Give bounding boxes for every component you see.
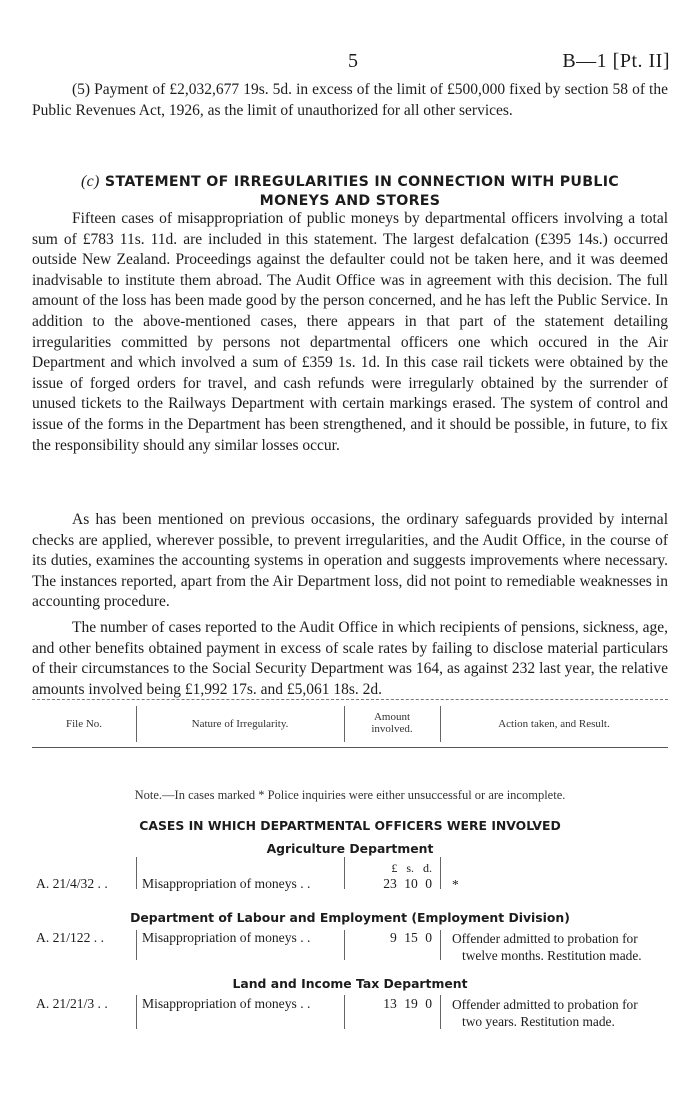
col-action-header: Action taken, and Result. [498,718,610,730]
table-header [32,706,668,744]
paragraph-5: (5) Payment of £2,032,677 19s. 5d. in excess of the limit of £500,000 fixed by section 58 of the Public Revenues Act, 1926, as the limit of unauthorized for all other services. [32,81,668,119]
action-line-2: two years. Restitution made. [462,1014,615,1029]
col-amount-header-2: involved. [371,723,413,735]
file-number: A. 21/122 . . [36,930,104,945]
action-taken [452,996,668,1030]
table-header-rule [32,747,668,748]
action-line-1: Offender admitted to probation for [452,997,638,1012]
col-nature-header: Nature of Irregularity. [191,718,289,730]
paragraph-safeguards: As has been mentioned on previous occasions, the ordinary safeguards provided by internal checks are applied, wherever possible, to prevent irregularities, and the Audit Office, in the course of its duties, examines the accounting systems in operation and suggests improvements where necessary. The instances reported, apart from the Air Department loss, did not point to remediable weaknesses in accounting procedure. [32,511,668,611]
column-divider [136,930,137,960]
paragraph-misappropriation: Fifteen cases of misappropriation of public moneys by departmental officers involving a total sum of £783 11s. 11d. are included in this statement. The largest defalcation (£395 14s.) occurred outside New Zealand. Proceedings against the defaulter could not be taken here, and it was deemed inadvisable to institute them abroad. The Audit Office was in agreement with this decision. The full amount of the loss has been made good by the person concerned, and he has left the Public Service. In addition to the above-mentioned cases, there appears in that part of the statement detailing irregularities committed by persons not departmental officers one which occured in the Air Department and which involved a sum of £359 1s. 1d. In this case rail tickets were obtained by the issue of forged orders for travel, and cash refunds were irregularly obtained by the surrender of unused tickets to the Railways Department with certain markings erased. The system of control and issue of the forms in the Department has been strengthened, and it should be possible, in future, to fix the responsibility should any similar losses occur. [32,210,668,454]
section-c-title-line2: MONEYS AND STORES [259,193,441,209]
file-number: A. 21/21/3 . . [36,996,108,1011]
document-reference: B—1 [Pt. II] [562,50,670,72]
irregularity-nature: Misappropriation of moneys . . [142,876,311,891]
file-number: A. 21/4/32 . . [36,876,108,891]
column-divider [440,857,441,889]
amount-involved: 9 15 0 [390,930,432,945]
column-divider [440,930,441,960]
action-line-2: twelve months. Restitution made. [462,948,642,963]
section-c-tag: (c) [81,173,100,190]
column-divider [136,857,137,889]
page-header [0,50,700,76]
table-top-rule [32,699,668,700]
column-divider [136,995,137,1029]
irregularity-nature: Misappropriation of moneys . . [142,930,311,945]
amount-involved: 13 19 0 [383,996,432,1011]
paragraph-benefits: The number of cases reported to the Audit Office in which recipients of pensions, sickness, age, and other benefits obtained payment in excess of scale rates by failing to disclose material particulars of their circumstances to the Social Security Department was 164, as against 232 last year, the relative amounts involved being £1,992 17s. and £5,061 18s. 2d. [32,619,668,698]
column-divider [440,995,441,1029]
action-taken [452,930,668,964]
column-divider [344,930,345,960]
dept-labour-heading: Department of Labour and Employment (Employment Division) [130,910,570,925]
irregularity-nature: Misappropriation of moneys . . [142,996,311,1011]
col-file-header: File No. [65,718,103,730]
cases-heading: CASES IN WHICH DEPARTMENTAL OFFICERS WERE INVOLVED [139,818,561,833]
dept-land-tax-heading: Land and Income Tax Department [232,976,468,991]
dept-agriculture-heading: Agriculture Department [266,841,434,856]
table-note: Note.—In cases marked * Police inquiries were either unsuccessful or are incomplete. [134,788,566,802]
currency-header: £ s. d. [391,861,432,875]
amount-involved: 23 10 0 [383,876,432,891]
action-line-1: * [452,877,459,892]
page-number: 5 [348,50,358,72]
section-c-heading [32,172,668,211]
column-divider [344,857,345,889]
action-line-1: Offender admitted to probation for [452,931,638,946]
action-taken [452,876,668,893]
column-divider [344,995,345,1029]
col-amount-header-1: Amount [373,711,411,723]
section-c-title-line1: STATEMENT OF IRREGULARITIES IN CONNECTION WITH PUBLIC [104,174,619,190]
